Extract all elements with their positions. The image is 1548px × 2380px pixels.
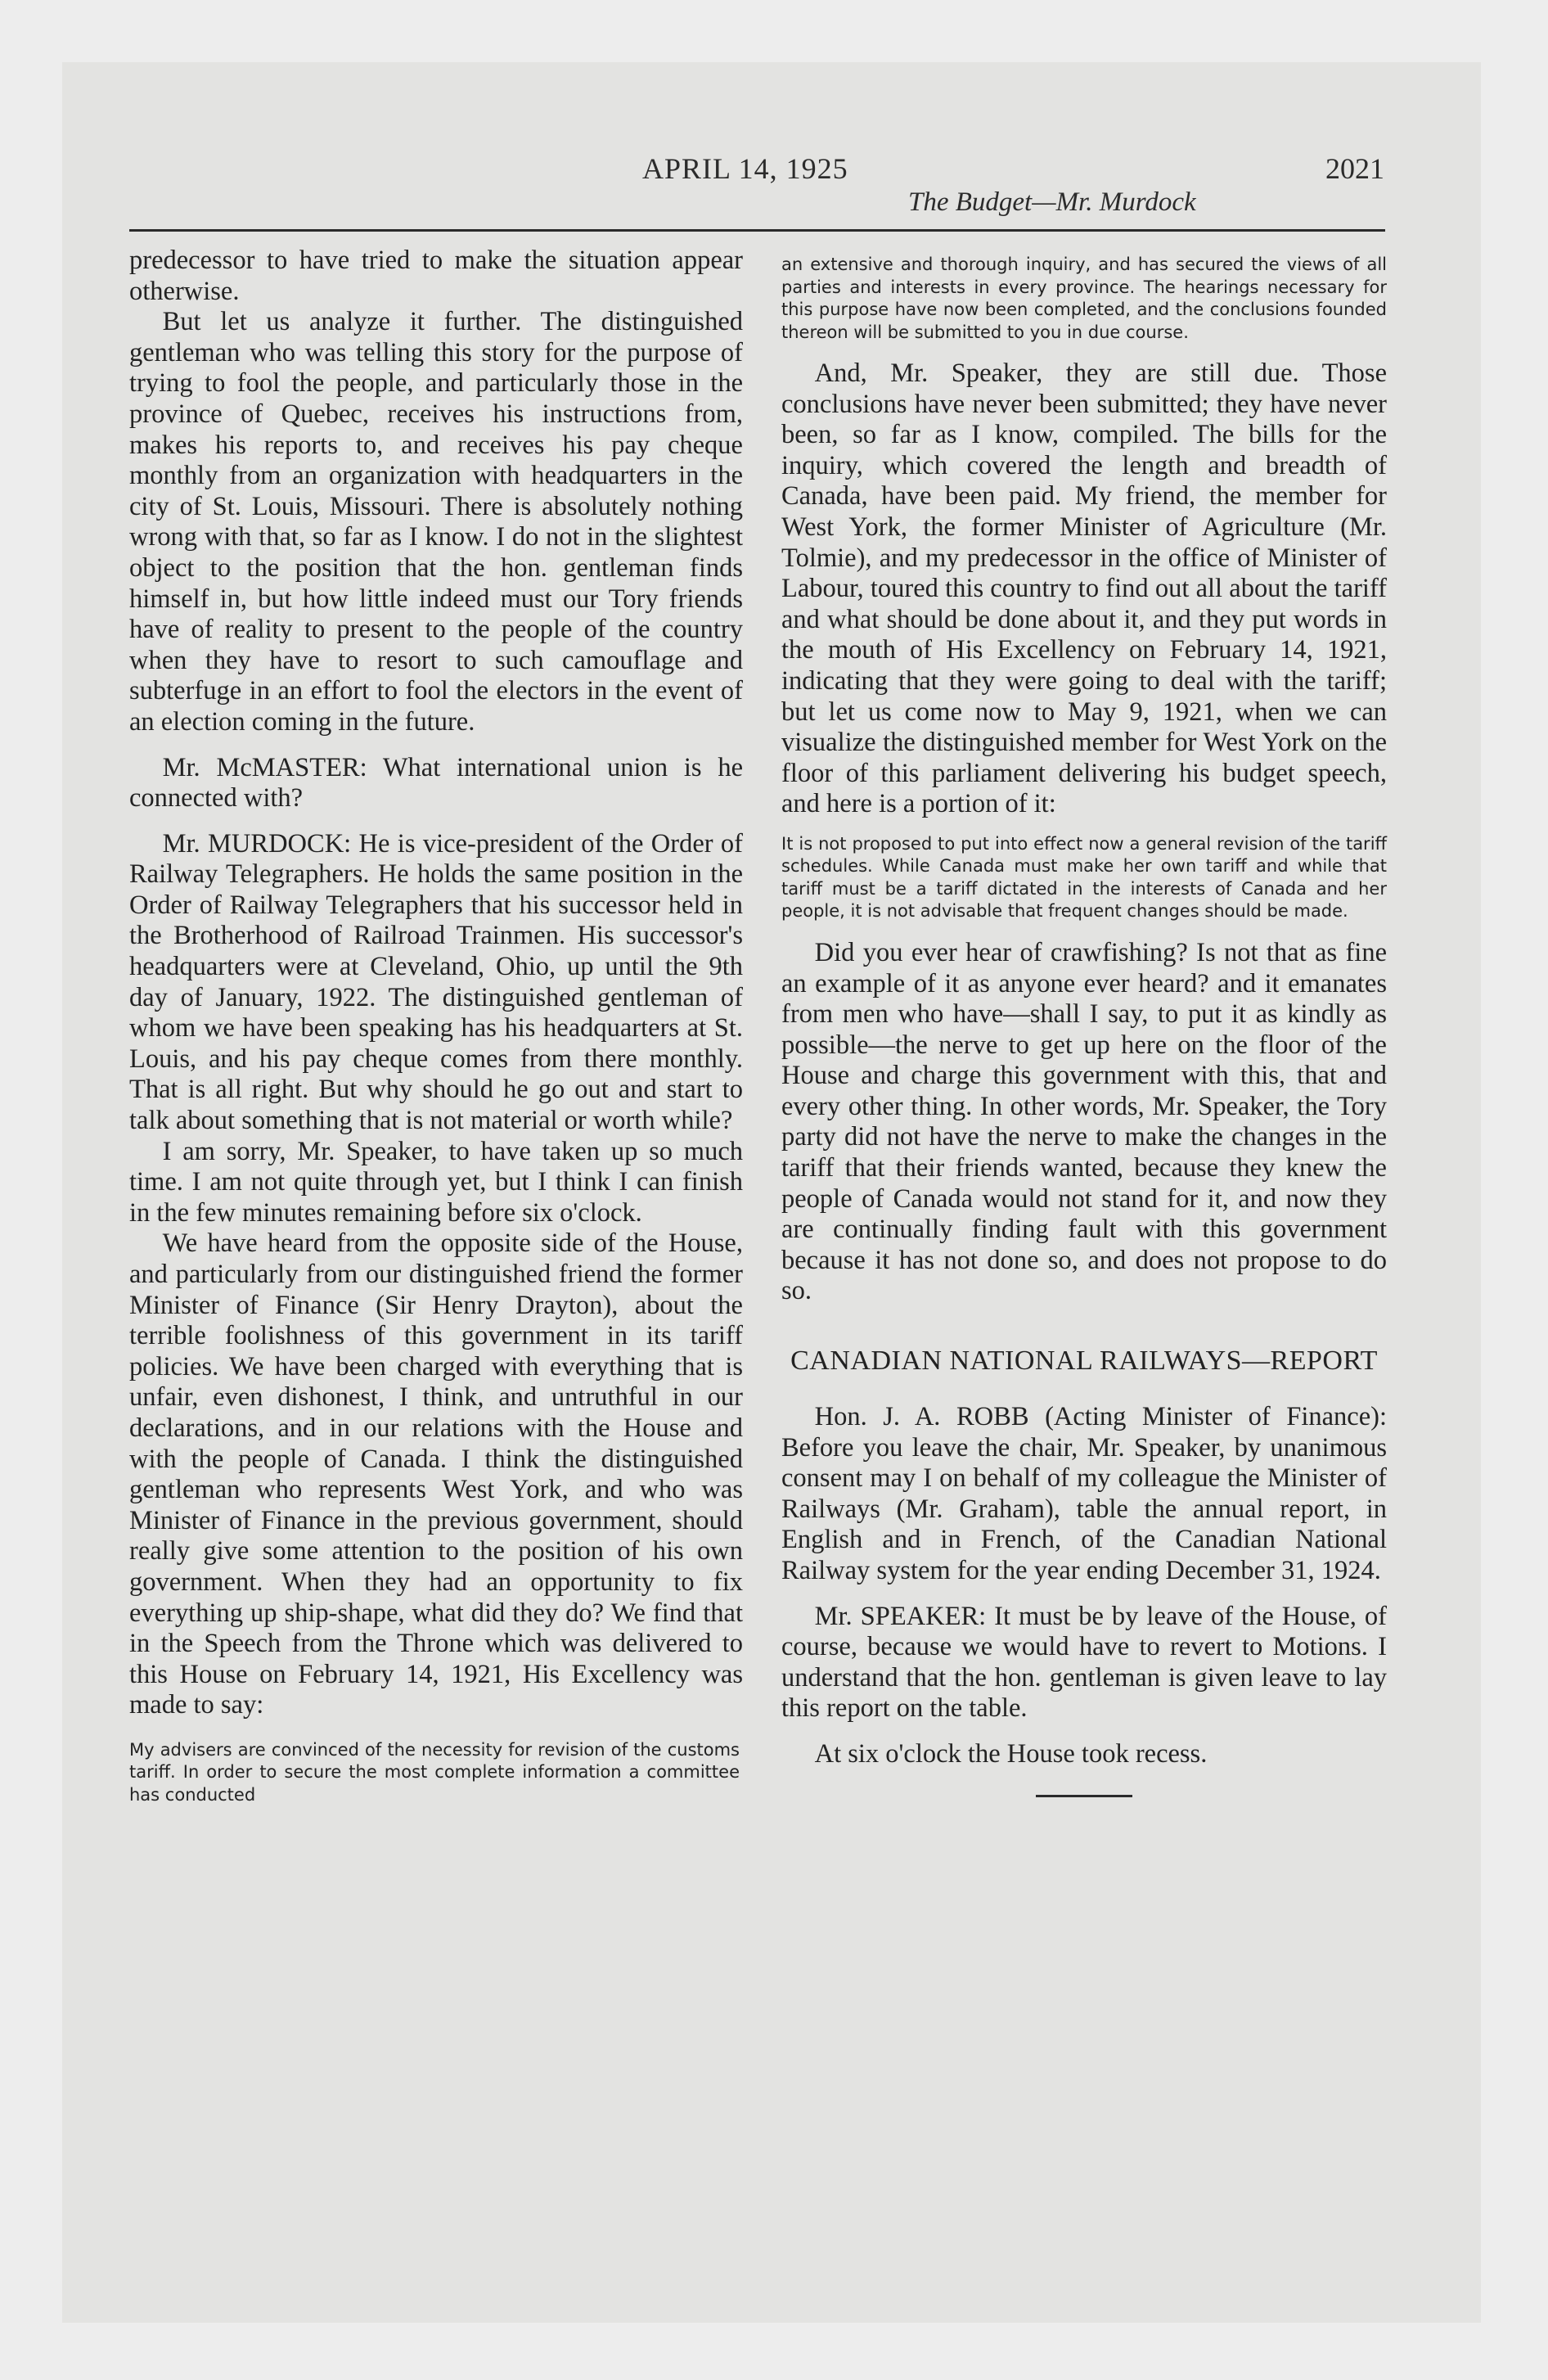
paragraph: Mr. MURDOCK: He is vice-president of the Order of Railway Telegraphers. He holds the same position in the Order of Railway Telegraphers that his successor held in the Brotherhood of Railroad Trainmen. His successor's headquarters were at Cleveland, Ohio, up until the 9th day of January, 1922. The distinguished gentleman of whom we have been speaking has his headquarters at St. Louis, and his pay cheque comes from there monthly. That is all right. But why should he go out and start to talk about something that is not material or worth while? (129, 828, 743, 1136)
header-rule (129, 229, 1385, 232)
paragraph: I am sorry, Mr. Speaker, to have taken up so much time. I am not quite through yet, but I think I can finish in the few minutes remaining before six o'clock. (129, 1136, 743, 1228)
paragraph: predecessor to have tried to make the situation appear otherwise. (129, 246, 743, 306)
paragraph: We have heard from the opposite side of the House, and particularly from our distinguished friend the former Minister of Finance (Sir Henry Drayton), about the terrible foolishness of this government in its tariff policies. We have been charged with everything that is unfair, even dishonest, I think, and untruthful in our declarations, and in our relations with the House and with the people of Canada. I think the distinguished gentleman who represents West York, and who was Minister of Finance in the previous government, should really give some attention to the position of his own government. When they had an opportunity to fix everything up ship-shape, what did they do? We find that in the Speech from the Throne which was delivered to this House on February 14, 1921, His Excellency was made to say: (129, 1228, 743, 1720)
paragraph: Mr. McMASTER: What international union is he connected with? (129, 752, 743, 814)
paragraph: Hon. J. A. ROBB (Acting Minister of Finance): Before you leave the chair, Mr. Speaker, by unanimous consent may I on behalf of my colleague the Minister of Railways (Mr. Graham), table the annual report, in English and in French, of the Canadian National Railway system for the year ending December 31, 1924. (781, 1402, 1387, 1585)
paragraph: But let us analyze it further. The distinguished gentleman who was telling this story for the purpose of trying to fool the people, and particularly those in the province of Quebec, receives his instructions from, makes his reports to, and receives his pay cheque monthly from an organization with headquarters in the city of St. Louis, Missouri. There is absolutely nothing wrong with that, so far as I know. I do not in the slightest object to the position that the hon. gentleman finds himself in, but how little indeed must our Tory friends have of reality to present to the people of the country when they have to resort to such camouflage and subterfuge in an effort to fool the electors in the event of an election coming in the future. (129, 307, 743, 737)
right-column (781, 246, 1387, 1797)
end-rule (1036, 1795, 1132, 1797)
page-number: 2021 (1325, 152, 1384, 185)
block-quote: an extensive and thorough inquiry, and has secured the views of all parties and interests in every province. The hearings necessary for this purpose have now been completed, and the conclusions founded thereon will be submitted to you in due course. (781, 255, 1387, 342)
block-quote: My advisers are convinced of the necessity for revision of the customs tariff. In order to secure the most complete information a committee has conducted (129, 1739, 740, 1805)
header-date: APRIL 14, 1925 (642, 152, 848, 185)
paragraph: Did you ever hear of crawfishing? Is not that as fine an example of it as anyone ever heard? and it emanates from men who have—shall I say, to put it as kindly as possible—the nerve to get up here on the floor of the House and charge this government with this, that and every other thing. In other words, Mr. Speaker, the Tory party did not have the nerve to make the changes in the tariff that their friends wanted, because they knew the people of Canada would not stand for it, and now they are continually finding fault with this government because it has not done so, and does not propose to do so. (781, 937, 1387, 1306)
section-heading: CANADIAN NATIONAL RAILWAYS—REPORT (790, 1346, 1378, 1377)
paragraph: At six o'clock the House took recess. (814, 1738, 1208, 1769)
left-column (129, 246, 743, 1806)
running-head-subject: The Budget—Mr. Murdock (908, 187, 1196, 217)
paragraph: And, Mr. Speaker, they are still due. Those conclusions have never been submitted; they have never been, so far as I know, compiled. The bills for the inquiry, which covered the length and breadth of Canada, have been paid. My friend, the member for West York, the former Minister of Agriculture (Mr. Tolmie), and my predecessor in the office of Minister of Labour, toured this country to find out all about the tariff and what should be done about it, and they put words in the mouth of His Excellency on February 14, 1921, indicating that they were going to deal with the tariff; but let us come now to May 9, 1921, when we can visualize the distinguished member for West York on the floor of this parliament delivering his budget speech, and here is a portion of it: (781, 358, 1387, 819)
block-quote: It is not proposed to put into effect now a general revision of the tariff schedules. While Canada must make her own tariff and while that tariff must be a tariff dictated in the interests of Canada and her people, it is not advisable that frequent changes should be made. (781, 833, 1387, 922)
paragraph: Mr. SPEAKER: It must be by leave of the House, of course, because we would have to revert to Motions. I understand that the hon. gentleman is given leave to lay this report on the table. (781, 1601, 1387, 1724)
